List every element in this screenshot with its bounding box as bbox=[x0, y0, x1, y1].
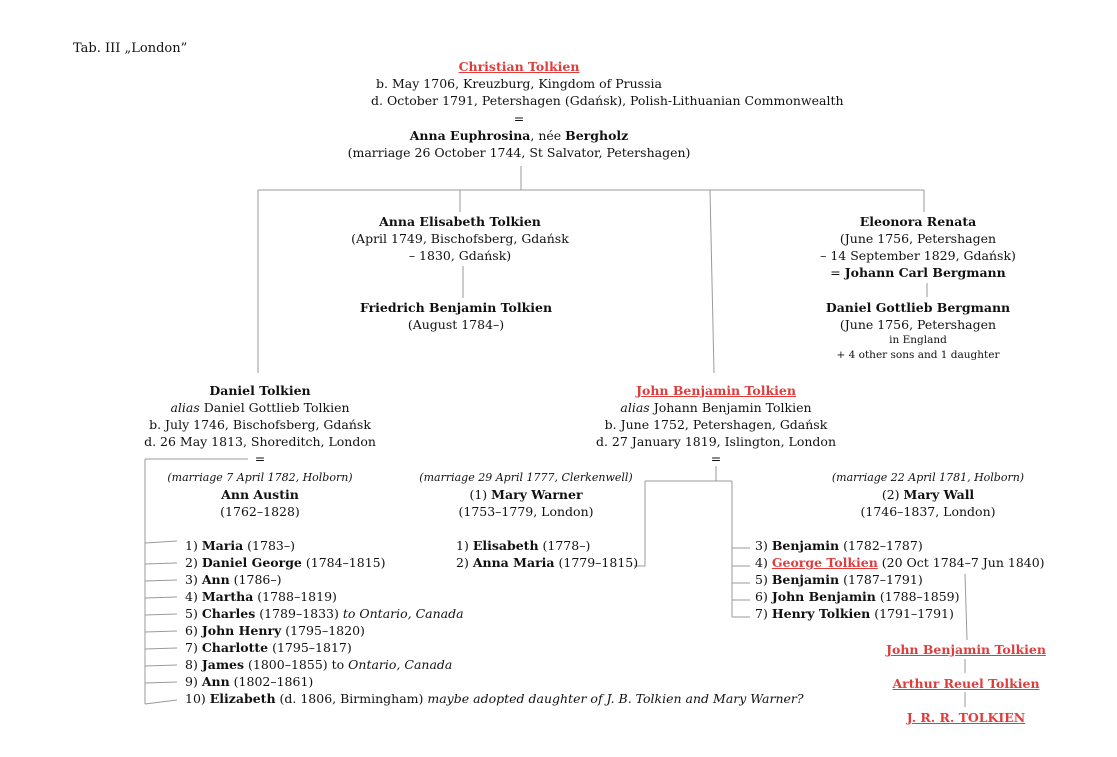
wife2-marriage: (marriage 22 April 1781, Holborn) bbox=[831, 471, 1025, 484]
eleonora-name: Eleonora Renata bbox=[859, 214, 977, 229]
list-item bbox=[185, 656, 804, 673]
wife1-marriage: (marriage 29 April 1777, Clerkenwell) bbox=[419, 471, 633, 484]
child-dates: (1786–) bbox=[229, 572, 282, 587]
eleonora-spouse-eq: = bbox=[830, 265, 845, 280]
child-num: 8) bbox=[185, 657, 202, 672]
child-name: Benjamin bbox=[771, 572, 840, 587]
anna-elisabeth-line1: (April 1749, Bischofsberg, Gdańsk bbox=[351, 231, 569, 246]
child-num: 6) bbox=[755, 589, 772, 604]
child-name: Charlotte bbox=[201, 640, 269, 655]
child-num: 4) bbox=[755, 555, 772, 570]
child-num: 1) bbox=[185, 538, 202, 553]
daniel-spouse-dates: (1762–1828) bbox=[220, 504, 300, 519]
john-benjamin-name[interactable]: John Benjamin Tolkien bbox=[636, 383, 796, 398]
john-benjamin-alias-word: alias bbox=[620, 400, 650, 415]
child-dates: (1802–1861) bbox=[229, 674, 314, 689]
wife1-name-line bbox=[406, 486, 646, 503]
eleonora-spouse-name: Johann Carl Bergmann bbox=[844, 265, 1006, 280]
child-num: 4) bbox=[185, 589, 202, 604]
child-name: Ann bbox=[201, 572, 230, 587]
list-item bbox=[185, 622, 804, 639]
daniel-born: b. July 1746, Bischofsberg, Gdańsk bbox=[149, 417, 371, 432]
descendant-john-benjamin[interactable]: John Benjamin Tolkien bbox=[886, 642, 1046, 657]
child-num: 7) bbox=[185, 640, 202, 655]
list-item bbox=[755, 554, 1045, 571]
child-dates: (1779–1815) bbox=[554, 555, 639, 570]
child-note: Ontario, Canada bbox=[348, 657, 453, 672]
root-marriage: (marriage 26 October 1744, St Salvator, Petershagen) bbox=[347, 145, 691, 160]
anna-elisabeth-block bbox=[330, 213, 590, 264]
daniel-bergmann-dates: (June 1756, Petershagen bbox=[839, 317, 997, 332]
daniel-alias bbox=[120, 399, 400, 416]
daniel-alias-word: alias bbox=[170, 400, 200, 415]
list-item bbox=[755, 571, 1045, 588]
child-name: Charles bbox=[201, 606, 256, 621]
daniel-spouse: Ann Austin bbox=[221, 487, 299, 502]
child-note: to Ontario, Canada bbox=[342, 606, 464, 621]
child-num: 10) bbox=[185, 691, 210, 706]
friedrich-block bbox=[326, 299, 586, 333]
list-item bbox=[185, 571, 804, 588]
child-dates: (1795–1820) bbox=[281, 623, 365, 638]
child-num: 2) bbox=[456, 555, 473, 570]
child-dates: (1778–) bbox=[538, 538, 591, 553]
child-dates: (1783–) bbox=[243, 538, 295, 553]
george-tolkien-name[interactable]: George Tolkien bbox=[771, 555, 878, 570]
child-name: Maria bbox=[201, 538, 244, 553]
child-dates: (1789–1833) bbox=[255, 606, 343, 621]
list-item bbox=[185, 690, 804, 707]
john-benjamin-block bbox=[566, 382, 866, 467]
john-benjamin-alias bbox=[566, 399, 866, 416]
wife2-children-list bbox=[755, 537, 1045, 622]
eleonora-line1: (June 1756, Petershagen bbox=[839, 231, 997, 246]
child-name: John Henry bbox=[201, 623, 282, 638]
root-spouse bbox=[300, 127, 738, 144]
child-note: maybe adopted daughter of J. B. Tolkien and Mary Warner? bbox=[427, 691, 804, 706]
child-dates: (1788–1819) bbox=[253, 589, 337, 604]
child-name: Anna Maria bbox=[472, 555, 555, 570]
list-item bbox=[185, 605, 804, 622]
wife2-num: (2) bbox=[881, 487, 904, 502]
child-num: 2) bbox=[185, 555, 202, 570]
root-spouse-block bbox=[300, 110, 738, 161]
list-item bbox=[456, 554, 638, 571]
anna-elisabeth-name: Anna Elisabeth Tolkien bbox=[379, 214, 541, 229]
table-title: Tab. III „London” bbox=[73, 41, 188, 56]
child-num: 5) bbox=[755, 572, 772, 587]
daniel-name: Daniel Tolkien bbox=[209, 383, 311, 398]
child-dates: (1784–1815) bbox=[301, 555, 386, 570]
child-dates: (1800–1855) to bbox=[244, 657, 349, 672]
child-name: Martha bbox=[201, 589, 254, 604]
child-name: Henry Tolkien bbox=[771, 606, 871, 621]
descendant-jrr-tolkien[interactable]: J. R. R. TOLKIEN bbox=[906, 710, 1026, 725]
wife1-num: (1) bbox=[469, 487, 492, 502]
list-item bbox=[755, 537, 1045, 554]
child-name: Daniel George bbox=[201, 555, 302, 570]
child-num: 1) bbox=[456, 538, 473, 553]
eleonora-line2: – 14 September 1829, Gdańsk) bbox=[820, 248, 1016, 263]
daniel-marriage: (marriage 7 April 1782, Holborn) bbox=[167, 471, 353, 484]
anna-elisabeth-line2: – 1830, Gdańsk) bbox=[408, 248, 512, 263]
daniel-eq: = bbox=[254, 451, 266, 466]
john-benjamin-died: d. 27 January 1819, Islington, London bbox=[595, 434, 836, 449]
root-eq: = bbox=[513, 111, 525, 126]
daniel-spouse-block bbox=[120, 469, 400, 520]
root-name[interactable]: Christian Tolkien bbox=[458, 59, 580, 74]
root-spouse-last: Bergholz bbox=[565, 128, 629, 143]
child-name: Elisabeth bbox=[472, 538, 539, 553]
wife2-dates: (1746–1837, London) bbox=[860, 504, 996, 519]
child-dates: (1791–1791) bbox=[870, 606, 954, 621]
root-died: d. October 1791, Petershagen (Gdańsk), Polish-Lithuanian Commonwealth bbox=[371, 93, 844, 108]
child-dates: (1782–1787) bbox=[839, 538, 923, 553]
root-spouse-nee: , née bbox=[530, 128, 566, 143]
root-spouse-first: Anna Euphrosina bbox=[409, 128, 531, 143]
root-born: b. May 1706, Kreuzburg, Kingdom of Prussia bbox=[376, 76, 662, 91]
john-benjamin-born: b. June 1752, Petershagen, Gdańsk bbox=[604, 417, 828, 432]
child-num: 7) bbox=[755, 606, 772, 621]
daniel-bergmann-name: Daniel Gottlieb Bergmann bbox=[825, 300, 1011, 315]
john-benjamin-eq: = bbox=[710, 451, 722, 466]
daniel-bergmann-note1: in England bbox=[889, 334, 947, 346]
child-name: Benjamin bbox=[771, 538, 840, 553]
list-item bbox=[185, 673, 804, 690]
eleonora-block bbox=[798, 213, 1038, 281]
daniel-bergmann-block bbox=[798, 299, 1038, 363]
wife1-children-list bbox=[456, 537, 638, 571]
wife1-dates: (1753–1779, London) bbox=[458, 504, 594, 519]
child-dates: (20 Oct 1784–7 Jun 1840) bbox=[877, 555, 1045, 570]
list-item bbox=[456, 537, 638, 554]
wife2-block bbox=[808, 469, 1048, 520]
list-item bbox=[755, 605, 1045, 622]
john-benjamin-alias-name: Johann Benjamin Tolkien bbox=[649, 400, 812, 415]
child-num: 5) bbox=[185, 606, 202, 621]
child-dates: (1787–1791) bbox=[839, 572, 923, 587]
daniel-bergmann-note2: + 4 other sons and 1 daughter bbox=[836, 349, 1000, 361]
friedrich-name: Friedrich Benjamin Tolkien bbox=[359, 300, 553, 315]
child-dates: (1788–1859) bbox=[875, 589, 960, 604]
child-name: John Benjamin bbox=[771, 589, 876, 604]
wife2-name: Mary Wall bbox=[903, 487, 975, 502]
list-item bbox=[185, 588, 804, 605]
daniel-alias-name: Daniel Gottlieb Tolkien bbox=[199, 400, 350, 415]
list-item bbox=[185, 639, 804, 656]
child-dates: (1795–1817) bbox=[268, 640, 352, 655]
wife2-name-line bbox=[808, 486, 1048, 503]
wife1-name: Mary Warner bbox=[491, 487, 583, 502]
friedrich-dates: (August 1784–) bbox=[407, 317, 505, 332]
eleonora-spouse bbox=[798, 264, 1038, 281]
child-dates: (d. 1806, Birmingham) bbox=[275, 691, 428, 706]
descendant-arthur-reuel[interactable]: Arthur Reuel Tolkien bbox=[892, 676, 1040, 691]
child-num: 9) bbox=[185, 674, 202, 689]
child-num: 3) bbox=[755, 538, 772, 553]
daniel-block bbox=[120, 382, 400, 467]
daniel-died: d. 26 May 1813, Shoreditch, London bbox=[144, 434, 376, 449]
list-item bbox=[755, 588, 1045, 605]
child-num: 6) bbox=[185, 623, 202, 638]
root-couple bbox=[300, 58, 738, 92]
child-name: Ann bbox=[201, 674, 230, 689]
child-num: 3) bbox=[185, 572, 202, 587]
wife1-block bbox=[406, 469, 646, 520]
child-name: James bbox=[201, 657, 245, 672]
child-name: Elizabeth bbox=[209, 691, 276, 706]
